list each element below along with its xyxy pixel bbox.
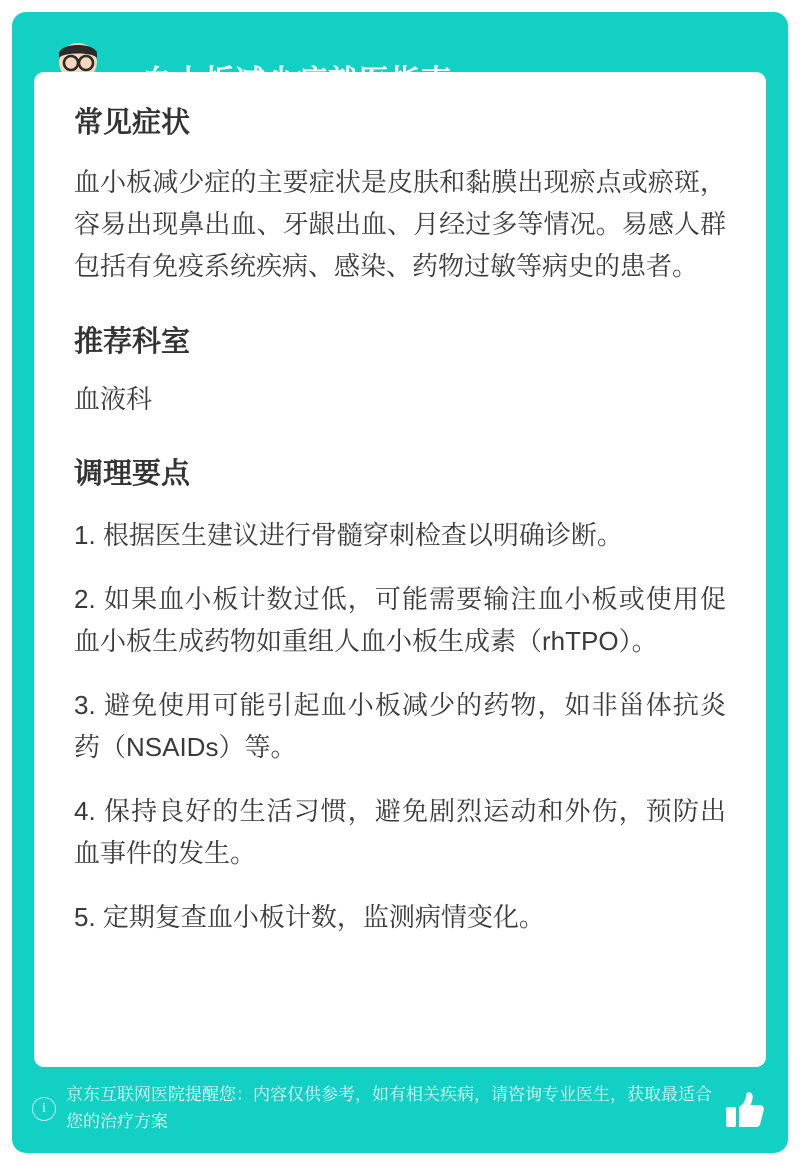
section-heading-department: 推荐科室 [74,326,191,359]
guide-card [12,12,788,1153]
section-text-symptoms: 血小板减少症的主要症状是皮肤和黏膜出现瘀点或瘀斑，容易出现鼻出血、牙龈出血、月经过多等情况。易感人群包括有免疫系统疾病、感染、药物过敏等病史的患者。 [74,166,726,282]
section-text-department: 血液科 [74,383,153,414]
thumbs-up-icon[interactable] [722,1089,766,1133]
list-item: 4. 保持良好的生活习惯，避免剧烈运动和外伤，预防出血事件的发生。 [74,796,726,869]
list-item: 1. 根据医生建议进行骨髓穿刺检查以明确诊断。 [74,519,623,550]
section-heading-care-points: 调理要点 [74,457,191,490]
disclaimer-text: 京东互联网医院提醒您：内容仅供参考，如有相关疾病，请咨询专业医生，获取最适合您的治疗方案 [66,1085,712,1132]
content-panel [34,72,766,1067]
list-item: 2. 如果血小板计数过低，可能需要输注血小板或使用促血小板生成药物如重组人血小板生成素（rhTPO）。 [74,583,726,656]
list-item: 3. 避免使用可能引起血小板减少的药物，如非甾体抗炎药（NSAIDs）等。 [74,690,726,763]
info-circle-icon: i [32,1097,56,1121]
footer-disclaimer-bar [12,1067,788,1153]
care-points-list [74,514,726,939]
section-heading-symptoms: 常见症状 [74,107,191,139]
list-item: 5. 定期复查血小板计数，监测病情变化。 [74,902,545,933]
